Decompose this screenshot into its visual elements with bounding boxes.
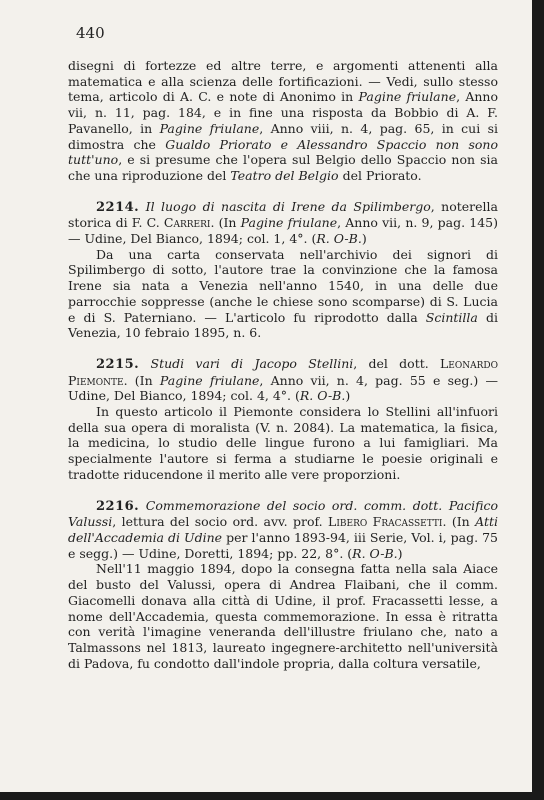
entry-body-text: Da una carta conservata nell'archivio dei signori di Spilimbergo di sotto, l'autore trae la convinzione che la famosa Irene sia nata a Venezia nell'anno 1540, in una delle due parrocchie soppresse (anche le chiese sono scomparse) di S. Lucia e di S. Paterniano. — L'articolo fu riprodotto dalla (68, 246, 498, 325)
entry-journal: Atti dell'Accademia di Udine (68, 514, 498, 545)
entry-number: 2214. (96, 199, 140, 215)
entry-text: , del dott. (353, 355, 440, 371)
entry-code: R. O-B. (299, 388, 346, 404)
page-text (68, 58, 498, 671)
entry-journal: Pagine friulane (240, 215, 338, 231)
entry-code: R. O-B. (316, 231, 362, 247)
entry-text: ) (361, 231, 367, 247)
entry-title: Commemorazione del socio ord. comm. dott. Pacifico Valussi (68, 497, 498, 530)
entry-2216-heading (68, 498, 498, 562)
entry-text: . (In (210, 215, 241, 231)
intro-paragraph (68, 58, 498, 184)
italic-phrase: Gualdo Priorato e Alessandro Spaccio non sono tutt'uno (68, 136, 498, 168)
entry-author: Leonardo Piemonte (68, 355, 498, 388)
intro-text: , Anno viii, n. 4, pag. 65, in cui si dimostra che (68, 120, 498, 152)
entry-2214-body (68, 247, 498, 341)
entry-author: Carreri (163, 215, 211, 231)
entry-text: . (In (123, 372, 160, 388)
entry-text: per l'anno 1893-94, iii Serie, Vol. i, pag. 75 e segg.) — Udine, Doretti, 1894; pp. 22, 8°. ( (68, 529, 498, 561)
entry-journal: Pagine friulane (159, 372, 260, 388)
entry-text: ) (397, 545, 403, 561)
entry-title: Il luogo di nascita di Irene da Spilimbergo (145, 198, 431, 214)
intro-text: del Priorato. (338, 167, 422, 183)
page-number: 440 (76, 24, 105, 42)
entry-2215-body: In questo articolo il Piemonte considera lo Stellini all'infuori della sua opera di moralista (V. n. 2084). La matematica, la fisica, la medicina, lo studio delle lingue furono a lui famigliari. Ma specialmente l'autore si ferma a studiarne le poesie originali e tradotte riducendone il merito alle vere proporzioni. (68, 404, 498, 482)
entry-text: , lettura del socio ord. avv. prof. (112, 514, 329, 530)
intro-text: , Anno vii, n. 11, pag. 184, e in fine una risposta da Bobbio di A. F. Pavanello, in (68, 89, 498, 136)
entry-2216-body: Nell'11 maggio 1894, dopo la consegna fatta nella sala Aiace del busto del Valussi, opera di Andrea Flaibani, che il comm. Giacomelli donava alla città di Udine, il prof. Fracassetti lesse, a nome dell'Accademia, questa commemorazione. In essa è ritratta con verità l'imagine veneranda dell'illustre friulano che, nato a Talmassons nel 1813, laureato ingegnere-architetto nell'università di Padova, fu condotto dall'indole propria, dalla coltura versatile, (68, 561, 498, 671)
entry-2215-heading (68, 356, 498, 404)
intro-text: disegni di fortezze ed altre terre, e argomenti attenenti alla matematica e alla scienza delle fortificazioni. — Vedi, sullo stesso tema, articolo di A. C. e note di Anonimo in (68, 58, 498, 105)
entry-code: R. O-B. (352, 545, 398, 561)
intro-text: , e si presume che l'opera sul Belgio dello Spaccio non sia che una riproduzione del (68, 152, 498, 183)
entry-body-text: di Venezia, 10 febraio 1895, n. 6. (68, 309, 498, 341)
entry-author: Libero Fracassetti (328, 514, 443, 530)
entry-2214-heading (68, 199, 498, 247)
entry-text: ) (345, 388, 351, 404)
journal-title: Scintilla (425, 309, 478, 325)
entry-number: 2215. (96, 356, 140, 372)
entry-title: Studi vari di Jacopo Stellini (150, 355, 354, 371)
entry-text: , Anno vii, n. 9, pag. 145) — Udine, Del Bianco, 1894; col. 1, 4°. ( (68, 215, 498, 247)
journal-title: Pagine friulane (159, 120, 260, 136)
entry-number: 2216. (96, 498, 140, 514)
entry-text: , noterella storica di F. C. (68, 198, 498, 231)
journal-title: Pagine friulane (358, 89, 457, 105)
entry-text: . (In (442, 514, 476, 530)
entry-text: , Anno vii, n. 4, pag. 55 e seg.) — Udine, Del Bianco, 1894; col. 4, 4°. ( (68, 372, 498, 404)
work-title: Teatro del Belgio (230, 167, 339, 183)
